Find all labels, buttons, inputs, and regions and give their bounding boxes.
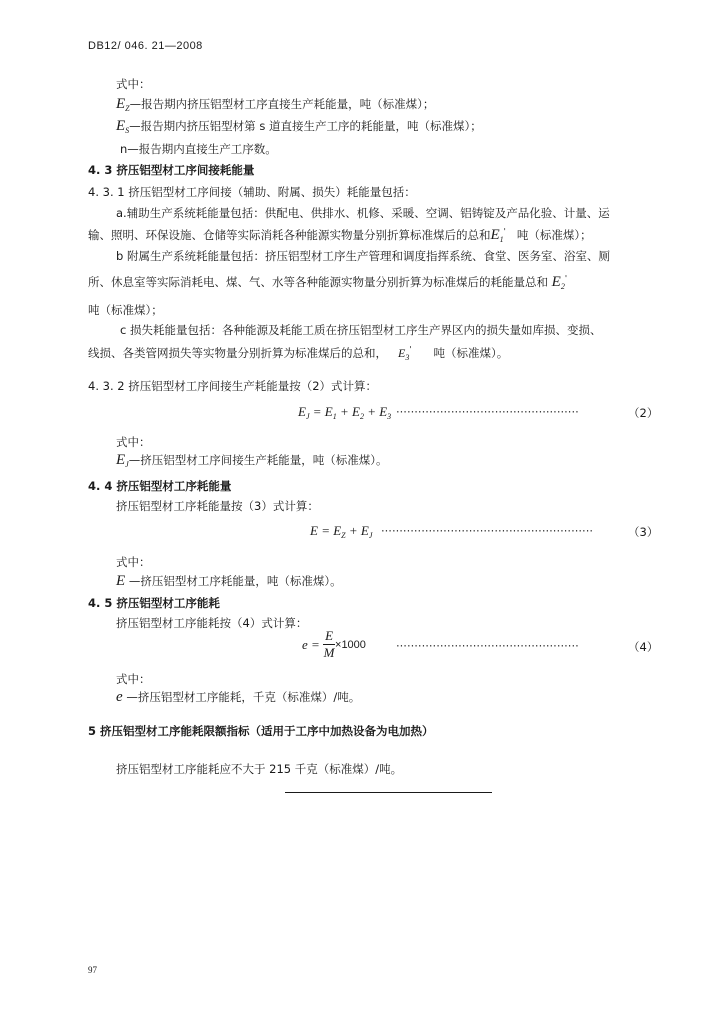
- definition-es: [116, 118, 482, 135]
- formula-4-equals: =: [307, 636, 324, 652]
- item-b-line2: [88, 274, 567, 291]
- item-a-line2-text: 输、照明、环保设施、仓储等实际消耗各种能源实物量分别折算标准煤后的总和: [88, 228, 491, 242]
- section-5-heading: 5 挤压铝型材工序能耗限额指标（适用于工序中加热设备为电加热）: [88, 724, 434, 738]
- definition-e-text: —挤压铝型材工序耗能量，吨（标准煤）。: [125, 574, 342, 588]
- formula-2-lhs: E: [298, 404, 306, 419]
- formula-3: [310, 523, 372, 540]
- symbol-small-e: e: [116, 689, 123, 705]
- definition-n: n—报告期内直接生产工序数。: [120, 142, 277, 156]
- formula-3-term1: = E: [317, 523, 342, 538]
- formula-2-term3: + E: [363, 404, 388, 419]
- section-4-4-intro: 挤压铝型材工序耗能量按（3）式计算：: [116, 499, 319, 513]
- definition-small-e-text: —挤压铝型材工序能耗，千克（标准煤）/吨。: [122, 690, 361, 704]
- definition-ej: [116, 452, 387, 469]
- formula-4-numerator: E: [325, 628, 334, 643]
- definition-ez: [116, 96, 434, 113]
- formula-2-lhs-subscript: J: [305, 412, 310, 421]
- formula-3-term2: + E: [345, 523, 369, 538]
- section-5-body: 挤压铝型材工序能耗应不大于 215 千克（标准煤）/吨。: [116, 762, 403, 776]
- symbol-ez: E: [116, 96, 126, 112]
- item-c-line1: c 损失耗能量包括：各种能源及耗能工质在挤压铝型材工序生产界区内的损失量如库损、变损、: [120, 323, 602, 337]
- symbol-e: E: [116, 573, 126, 589]
- section-4-5-heading: 4. 5 挤压铝型材工序能耗: [88, 596, 220, 610]
- formula-4-number: （4）: [628, 640, 659, 654]
- formula-3-lhs: E: [310, 523, 318, 538]
- section-4-4-heading: 4. 4 挤压铝型材工序耗能量: [88, 479, 232, 493]
- where-label-4: 式中：: [116, 672, 151, 686]
- formula-2-number: （2）: [628, 406, 659, 420]
- item-c-line2: [88, 345, 508, 362]
- definition-e: [116, 573, 342, 590]
- page-number: 97: [88, 965, 97, 975]
- formula-2-term3-subscript: 3: [387, 412, 392, 421]
- formula-2-term2-subscript: 2: [359, 412, 364, 421]
- definition-ej-text: —挤压铝型材工序间接生产耗能量，吨（标准煤）。: [128, 453, 388, 467]
- section-4-3-1: 4. 3. 1 挤压铝型材工序间接（辅助、附属、损失）耗能量包括：: [88, 185, 416, 199]
- item-b-line2-text: 所、休息室等实际消耗电、煤、气、水等各种能源实物量分别折算为标准煤后的耗能量总和: [88, 275, 548, 289]
- formula-3-term2-subscript: J: [368, 531, 373, 540]
- symbol-ej: E: [116, 452, 126, 468]
- formula-4-multiplier: ×1000: [335, 638, 366, 651]
- where-label-2: 式中：: [116, 435, 151, 449]
- symbol-e2-prime: ': [564, 274, 568, 283]
- symbol-e3-subscript: 3: [405, 353, 410, 362]
- symbol-e1-prime: ': [503, 227, 506, 236]
- symbol-es: E: [116, 118, 126, 134]
- symbol-ez-subscript: Z: [125, 104, 130, 113]
- symbol-e2: E: [551, 274, 561, 290]
- section-4-5-intro: 挤压铝型材工序能耗按（4）式计算：: [116, 616, 308, 630]
- symbol-e1-subscript: 1: [499, 235, 504, 244]
- symbol-es-subscript: S: [125, 126, 130, 135]
- end-rule: [285, 792, 492, 793]
- where-label: 式中：: [116, 77, 151, 91]
- formula-2-term1-subscript: 1: [332, 412, 337, 421]
- formula-2-term1: = E: [309, 404, 333, 419]
- symbol-e1: E: [490, 227, 500, 243]
- item-a-unit: 吨（标准煤）；: [516, 228, 592, 242]
- formula-4-fraction: [323, 628, 335, 661]
- definition-ez-text: —报告期内挤压铝型材工序直接生产耗能量，吨（标准煤）；: [129, 97, 435, 111]
- definition-es-text: —报告期内挤压铝型材第 s 道直接生产工序的耗能量，吨（标准煤）；: [129, 119, 482, 133]
- where-label-3: 式中：: [116, 555, 151, 569]
- symbol-e2-subscript: 2: [560, 282, 565, 291]
- item-a-line2: [88, 227, 592, 244]
- document-code-header: DB12/ 046. 21—2008: [88, 40, 203, 52]
- item-b-line3: 吨（标准煤）；: [88, 303, 163, 317]
- formula-4-leader: ··················································: [396, 639, 579, 653]
- formula-3-leader: ··························································: [381, 524, 594, 538]
- symbol-e3: E: [397, 346, 406, 360]
- formula-2-term2: + E: [336, 404, 360, 419]
- formula-2: [298, 404, 391, 421]
- item-c-line2-text: 线损、各类管网损失等实物量分别折算为标准煤后的总和，: [88, 346, 387, 360]
- formula-4: [302, 628, 366, 661]
- item-a-line1: a.辅助生产系统耗能量包括：供配电、供排水、机修、采暖、空调、铝铸锭及产品化验、计量、运: [116, 206, 610, 220]
- formula-3-number: （3）: [628, 525, 659, 539]
- formula-4-denominator: M: [323, 645, 335, 660]
- section-4-3-2: 4. 3. 2 挤压铝型材工序间接生产耗能量按（2）式计算：: [88, 379, 378, 393]
- symbol-e3-prime: ': [409, 345, 412, 354]
- item-c-unit: 吨（标准煤）。: [433, 346, 509, 360]
- formula-4-lhs: e: [302, 636, 308, 652]
- section-4-3-heading: 4. 3 挤压铝型材工序间接耗能量: [88, 163, 255, 177]
- formula-3-term1-subscript: Z: [341, 531, 346, 540]
- definition-small-e: [116, 689, 360, 706]
- formula-2-leader: ··················································: [396, 405, 579, 419]
- symbol-ej-subscript: J: [125, 460, 129, 469]
- item-b-line1: b 附属生产系统耗能量包括：挤压铝型材工序生产管理和调度指挥系统、食堂、医务室、浴室、厕: [116, 249, 610, 263]
